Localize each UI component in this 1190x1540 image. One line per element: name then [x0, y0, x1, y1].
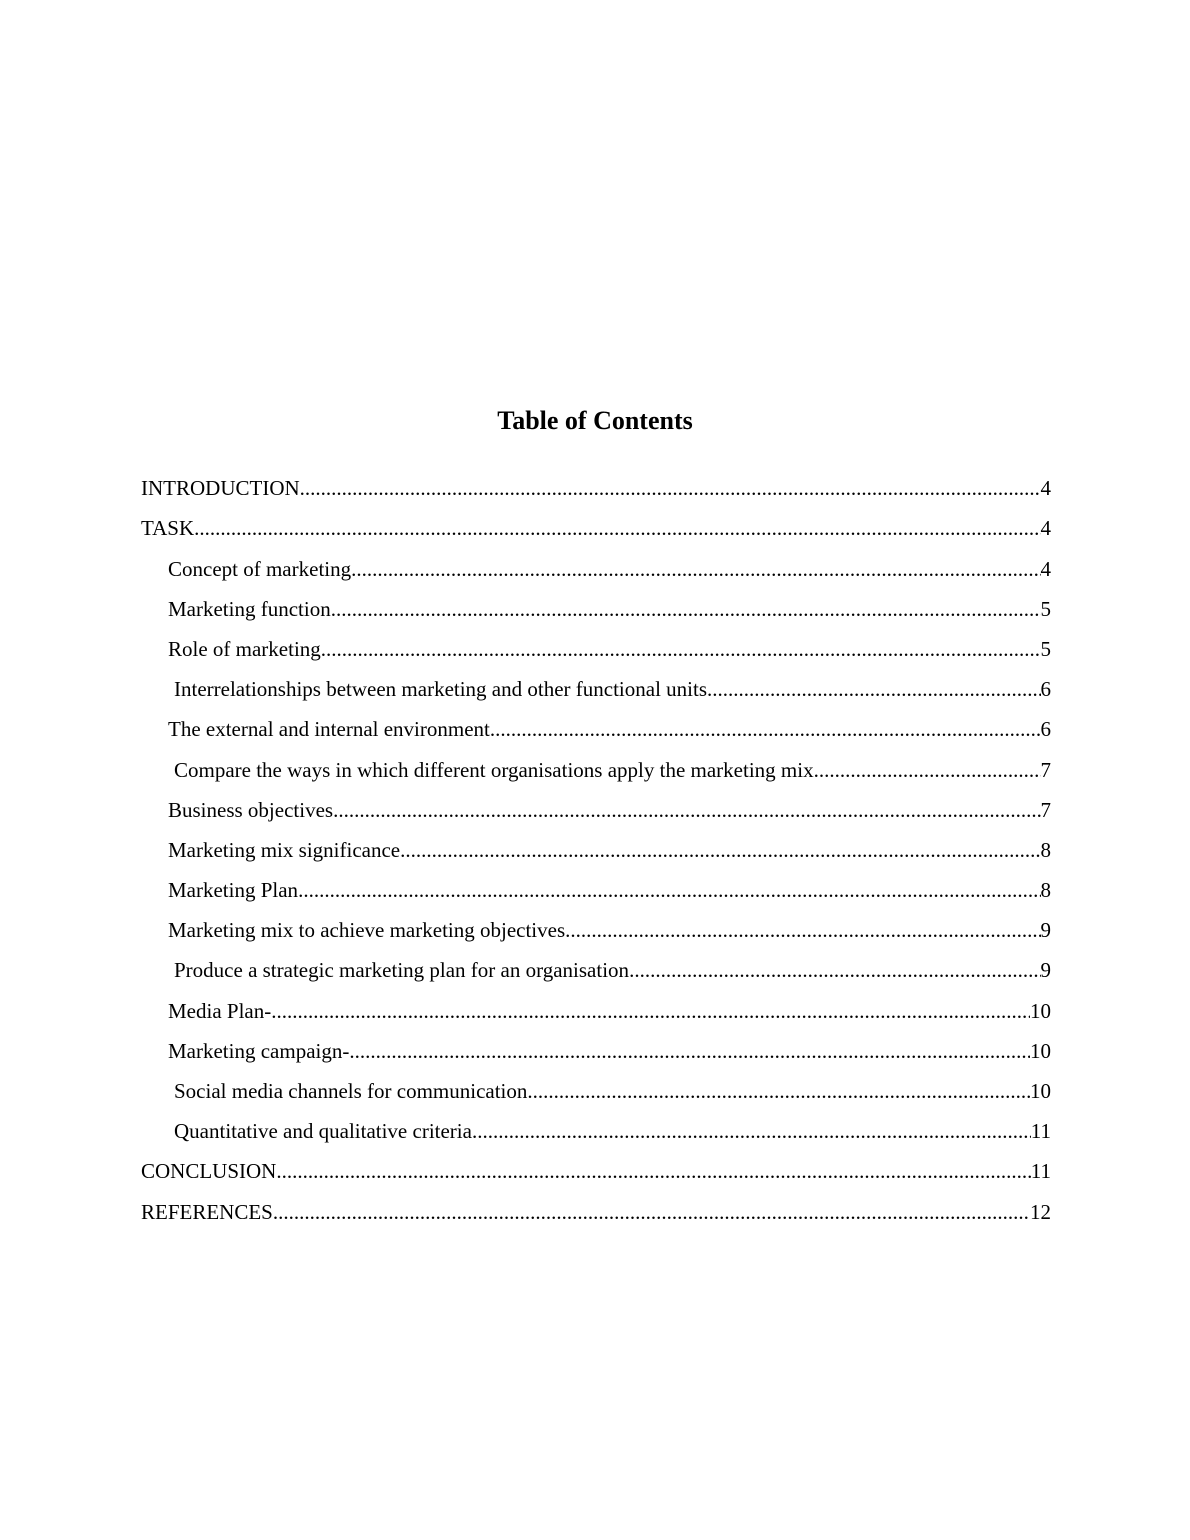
dot-leader — [472, 1119, 1031, 1143]
toc-entry-page: 9 — [1040, 918, 1051, 943]
toc-entry-introduction[interactable] — [141, 460, 1051, 500]
toc-entry-label: Concept of marketing — [168, 556, 352, 581]
toc-entry-concept-of-marketing[interactable] — [141, 540, 1051, 580]
dot-leader — [565, 918, 1040, 942]
toc-entry-page: 4 — [1040, 516, 1051, 541]
toc-entry-marketing-function[interactable] — [141, 581, 1051, 621]
dot-leader — [490, 717, 1041, 741]
toc-entry-label: Interrelationships between marketing and other functional units — [174, 677, 708, 702]
dot-leader — [194, 516, 1040, 540]
toc-entry-quantitative-qualitative[interactable] — [141, 1103, 1051, 1143]
dot-leader — [298, 878, 1040, 902]
toc-entry-label: Quantitative and qualitative criteria — [174, 1119, 472, 1144]
toc-entry-page: 11 — [1030, 1159, 1051, 1184]
toc-entry-label: Role of marketing — [168, 636, 321, 661]
toc-entry-page: 11 — [1030, 1119, 1051, 1144]
toc-entry-label: CONCLUSION — [141, 1159, 277, 1184]
toc-entry-page: 7 — [1040, 797, 1051, 822]
dot-leader — [333, 798, 1040, 822]
toc-entry-label: INTRODUCTION — [141, 476, 300, 501]
toc-entry-external-internal-environment[interactable] — [141, 701, 1051, 741]
toc-entry-page: 7 — [1040, 757, 1051, 782]
toc-entry-page: 5 — [1040, 636, 1051, 661]
toc-entry-compare-marketing-mix[interactable] — [141, 741, 1051, 781]
toc-entry-page: 10 — [1030, 1079, 1051, 1103]
dot-leader — [400, 838, 1040, 862]
toc-entry-media-plan[interactable] — [141, 982, 1051, 1022]
dot-leader — [629, 958, 1040, 982]
toc-entry-page: 5 — [1040, 596, 1051, 621]
toc-entry-page: 4 — [1040, 476, 1051, 501]
toc-entry-label: Business objectives — [168, 797, 334, 822]
toc-entry-page: 10 — [1030, 1038, 1051, 1063]
toc-entry-business-objectives[interactable] — [141, 782, 1051, 822]
dot-leader — [351, 557, 1040, 581]
toc-entry-social-media-channels[interactable] — [141, 1063, 1051, 1103]
toc-entry-label: Marketing mix to achieve marketing objectives — [168, 918, 566, 943]
toc-entry-label: REFERENCES — [141, 1199, 273, 1224]
toc-entry-label: Marketing Plan — [168, 878, 299, 903]
dot-leader — [707, 677, 1040, 701]
toc-entry-label: The external and internal environment — [168, 717, 490, 742]
toc-entry-page: 6 — [1040, 717, 1051, 742]
toc-entry-label: Social media channels for communication — [174, 1079, 528, 1103]
toc-entry-role-of-marketing[interactable] — [141, 621, 1051, 661]
toc-entry-page: 6 — [1040, 677, 1051, 702]
toc-entry-page: 4 — [1040, 556, 1051, 581]
dot-leader — [814, 758, 1041, 782]
toc-entry-page: 8 — [1040, 878, 1051, 903]
toc-entry-strategic-marketing-plan[interactable] — [141, 942, 1051, 982]
dot-leader — [271, 999, 1030, 1023]
toc-entry-marketing-plan[interactable] — [141, 862, 1051, 902]
toc-entry-page: 12 — [1030, 1199, 1051, 1224]
toc-entry-label: Media Plan- — [168, 998, 272, 1023]
toc-entry-references[interactable] — [141, 1183, 1051, 1223]
toc-title: Table of Contents — [497, 406, 693, 435]
toc-entry-marketing-mix-objectives[interactable] — [141, 902, 1051, 942]
table-of-contents — [141, 460, 1051, 1224]
toc-entry-label: Marketing mix significance — [168, 837, 401, 862]
toc-entry-label: Marketing campaign- — [168, 1038, 350, 1063]
toc-entry-marketing-campaign[interactable] — [141, 1023, 1051, 1063]
dot-leader — [273, 1200, 1030, 1224]
dot-leader — [527, 1079, 1030, 1103]
toc-entry-label: TASK — [141, 516, 195, 541]
dot-leader — [331, 597, 1041, 621]
dot-leader — [321, 637, 1041, 661]
dot-leader — [300, 476, 1041, 500]
dot-leader — [276, 1159, 1030, 1183]
toc-entry-marketing-mix-significance[interactable] — [141, 822, 1051, 862]
toc-entry-page: 8 — [1040, 837, 1051, 862]
toc-entry-label: Compare the ways in which different organisations apply the marketing mix — [174, 757, 814, 782]
toc-entry-label: Produce a strategic marketing plan for an organisation — [174, 958, 630, 983]
toc-entry-page: 10 — [1030, 998, 1051, 1023]
toc-entry-conclusion[interactable] — [141, 1143, 1051, 1183]
toc-entry-label: Marketing function — [168, 596, 331, 621]
toc-entry-interrelationships[interactable] — [141, 661, 1051, 701]
dot-leader — [349, 1039, 1030, 1063]
toc-entry-page: 9 — [1040, 958, 1051, 983]
toc-entry-task[interactable] — [141, 500, 1051, 540]
